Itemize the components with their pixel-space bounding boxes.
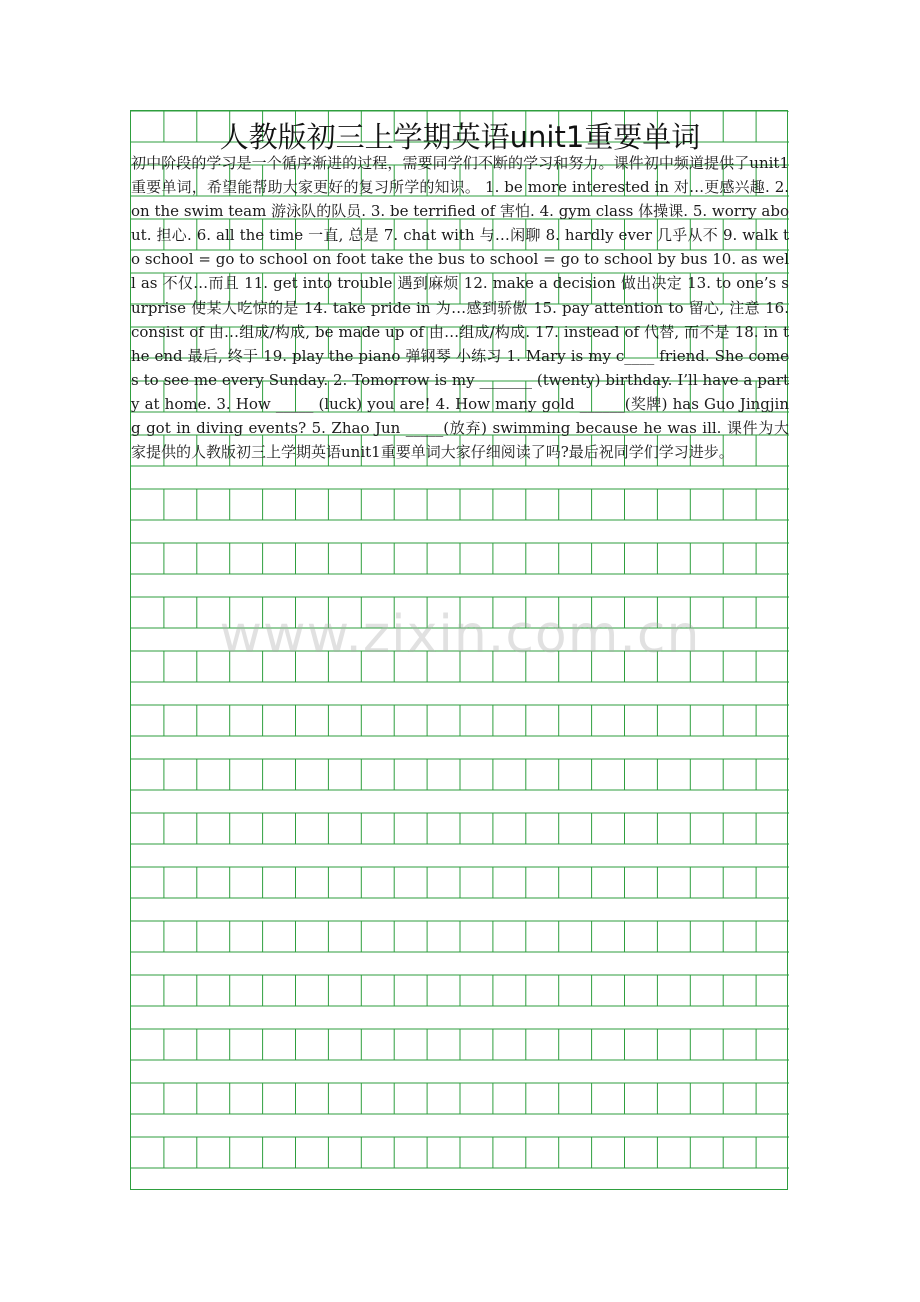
watermark: www.zixin.com.cn [219, 605, 701, 665]
document-body: 初中阶段的学习是一个循序渐进的过程，需要同学们不断的学习和努力。课件初中频道提供了unit1重要单词，希望能帮助大家更好的复习所学的知识。 1. be more interested in 对…更感兴趣. 2. on the swim team 游泳队的队员. 3. be terrified of 害怕. 4. gym class 体操课. 5. worry about. 担心. 6. all the time 一直, 总是 7. chat with 与…闲聊 8. hardly ever 几乎从不 9. walk to school = go to school on foot take the bus to school = go to school by bus 10. as well as 不仅…而且 11. get into trouble 遇到麻烦 12. make a decision 做出决定 13. to one’s surprise 使某人吃惊的是 14. take pride in 为…感到骄傲 15. pay attention to 留心, 注意 16. consist of 由…组成/构成, be made up of 由…组成/构成. 17. instead of 代替, 而不是 18. in the end 最后, 终于 19. play the piano 弹钢琴 小练习 1. Mary is my c____ friend. She comes to see me every Sunday. 2. Tomorrow is my _______ (twenty) birthday. I’ll have a party at home. 3. How _____ (luck) you are! 4. How many gold ______(奖牌) has Guo Jingjing got in diving events? 5. Zhao Jun _____(放弃) swimming because he was ill. 课件为大家提供的人教版初三上学期英语unit1重要单词大家仔细阅读了吗?最后祝同学们学习进步。 [131, 154, 789, 462]
page-title: 人教版初三上学期英语unit1重要单词 [219, 120, 701, 154]
